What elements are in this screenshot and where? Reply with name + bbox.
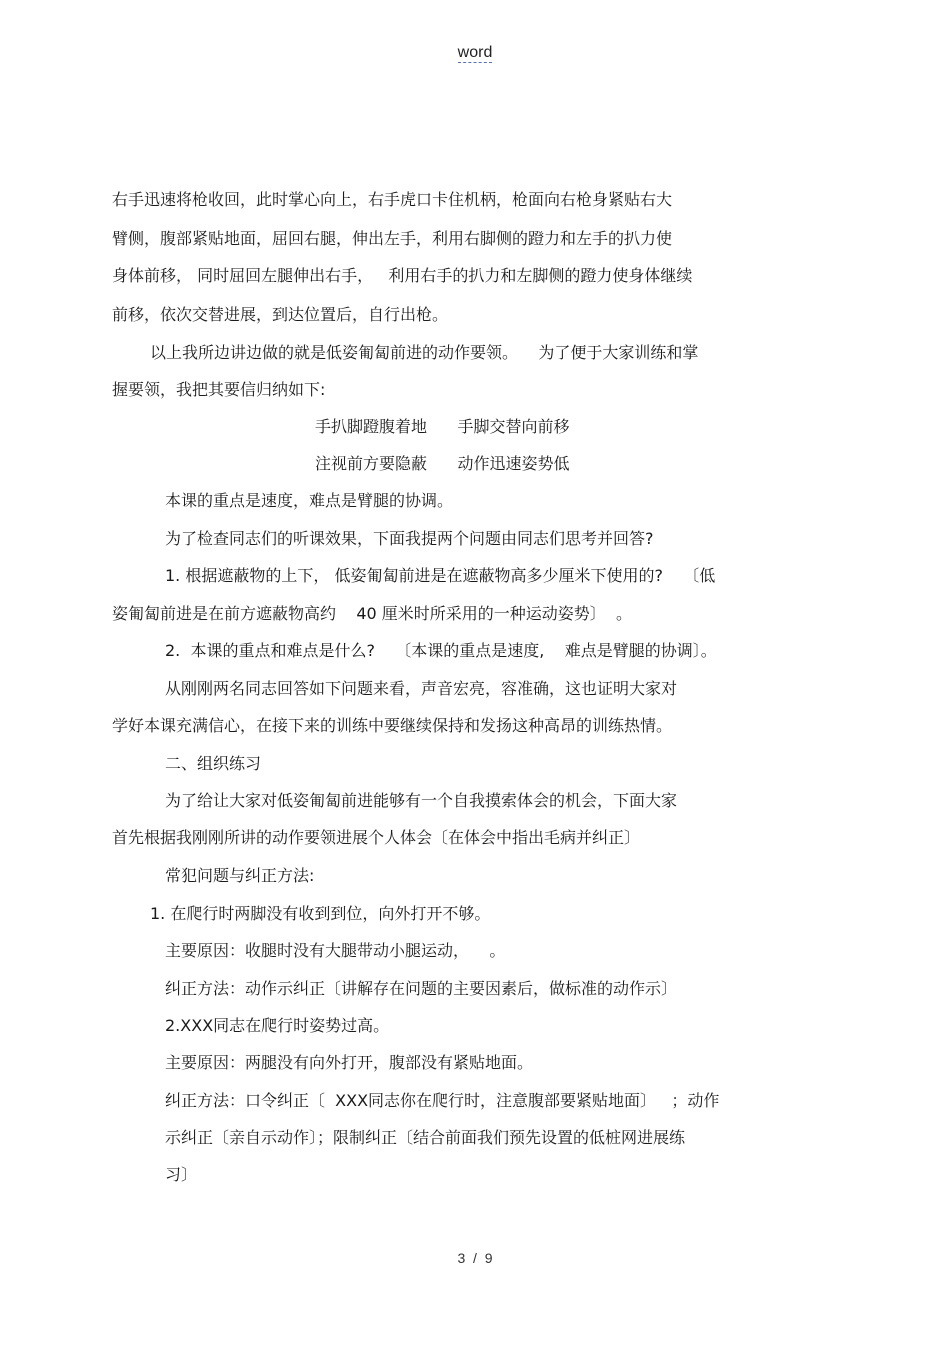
body-line: 纠正方法：口令纠正〔 XXX同志你在爬行时，注意腹部要紧贴地面〕 ；动作: [165, 1091, 720, 1110]
body-line: 主要原因：两腿没有向外打开，腹部没有紧贴地面。: [165, 1053, 534, 1072]
body-line: 握要领，我把其要信归纳如下:: [112, 380, 326, 399]
body-line: 前移，依次交替进展，到达位置后，自行出枪。: [112, 305, 449, 324]
body-line: 为了给让大家对低姿匍匐前进能够有一个自我摸索体会的机会，下面大家: [165, 791, 678, 810]
body-line: 习〕: [165, 1165, 198, 1184]
section-heading: 二、组织练习: [165, 754, 262, 773]
body-line: 首先根据我刚刚所讲的动作要领进展个人体会〔在体会中指出毛病并纠正〕: [112, 828, 641, 847]
body-line: 常犯问题与纠正方法:: [165, 866, 315, 885]
body-line: 姿匍匐前进是在前方遮蔽物高约 40 厘米时所采用的一种运动姿势〕 。: [112, 604, 632, 623]
body-line: 示纠正〔亲自示动作〕；限制纠正〔结合前面我们预先设置的低桩网进展练: [165, 1128, 686, 1147]
body-line: 从刚刚两名同志回答如下问题来看，声音宏亮，容准确，这也证明大家对: [165, 679, 678, 698]
body-line: 1. 在爬行时两脚没有收到到位，向外打开不够。: [150, 904, 491, 923]
body-line: 以上我所边讲边做的就是低姿匍匐前进的动作要领。 为了便于大家训练和掌: [150, 343, 699, 362]
page-header: [0, 44, 950, 62]
body-line: 学好本课充满信心，在接下来的训练中要继续保持和发扬这种高昂的训练热情。: [112, 716, 673, 735]
body-line: 本课的重点是速度，难点是臂腿的协调。: [165, 491, 454, 510]
verse-line: 注视前方要隐蔽 动作迅速姿势低: [315, 454, 570, 473]
body-line: 1. 根据遮蔽物的上下， 低姿匍匐前进是在遮蔽物高多少厘米下使用的? 〔低: [165, 566, 716, 585]
header-title: word: [457, 44, 493, 61]
verse-line: 手扒脚蹬腹着地 手脚交替向前移: [315, 417, 570, 436]
body-line: 右手迅速将枪收回，此时掌心向上，右手虎口卡住机柄，枪面向右枪身紧贴右大: [112, 190, 673, 209]
body-line: 纠正方法：动作示纠正〔讲解存在问题的主要因素后，做标准的动作示〕: [165, 979, 678, 998]
body-line: 身体前移， 同时屈回左腿伸出右手， 利用右手的扒力和左脚侧的蹬力使身体继续: [112, 266, 693, 285]
page-number: 3 / 9: [457, 1250, 493, 1266]
body-line: 为了检查同志们的听课效果，下面我提两个问题由同志们思考并回答?: [165, 529, 654, 548]
body-line: 2.XXX同志在爬行时姿势过高。: [165, 1016, 390, 1035]
body-line: 臂侧，腹部紧贴地面，屈回右腿，伸出左手，利用右脚侧的蹬力和左手的扒力使: [112, 229, 673, 248]
body-line: 主要原因：收腿时没有大腿带动小腿运动， 。: [165, 941, 506, 960]
body-line: 2. 本课的重点和难点是什么? 〔本课的重点是速度, 难点是臂腿的协调〕。: [165, 641, 717, 660]
